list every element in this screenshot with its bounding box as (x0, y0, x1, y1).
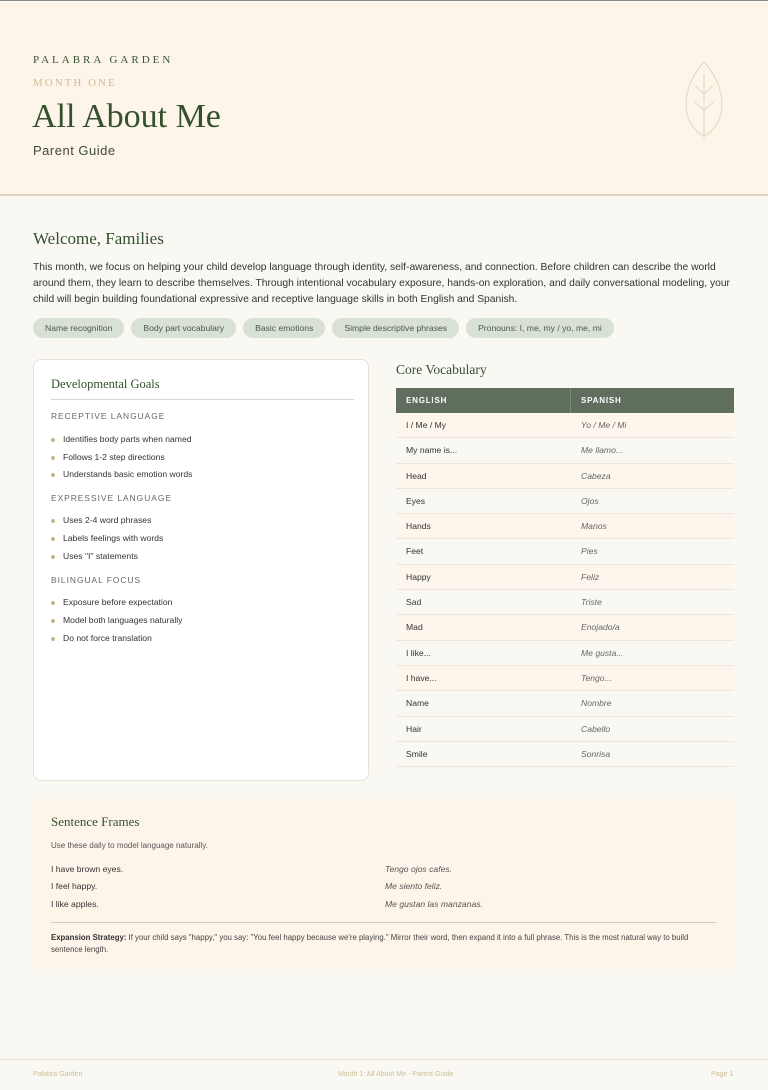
vocabulary-table (396, 388, 734, 767)
frame-spanish: Me gustan las manzanas. (385, 899, 483, 909)
spanish-word: Enojado/a (581, 622, 620, 633)
goals-heading: Developmental Goals (51, 377, 354, 400)
spanish-word: Pies (581, 546, 598, 557)
spanish-word: Cabello (581, 723, 611, 734)
frames-heading: Sentence Frames (51, 814, 140, 829)
goals-section-title: BILINGUAL FOCUS (51, 575, 142, 585)
table-row (396, 413, 734, 438)
developmental-goals-card (33, 359, 369, 781)
leaf-icon (682, 60, 726, 142)
english-word: Eyes (406, 495, 426, 506)
goals-section-title: EXPRESSIVE LANGUAGE (51, 493, 172, 503)
english-word: I / Me / My (406, 420, 447, 430)
english-word: Head (406, 470, 427, 481)
table-row (396, 742, 734, 767)
page-subtitle: Parent Guide (33, 143, 116, 158)
table-row (396, 691, 734, 716)
topic-tags (33, 318, 614, 338)
topic-tag: Pronouns: I, me, my / yo, me, mi (466, 318, 614, 338)
english-word: Name (406, 698, 429, 709)
english-word: Hands (406, 521, 431, 532)
column-header-spanish: SPANISH (581, 396, 622, 405)
english-word: My name is... (406, 445, 458, 456)
strategy-text: If your child says "happy," you say: "You feel happy because we're playing." Mirror their word, then expand it into a full phrase. This is the most natural way to build sentence length. (51, 933, 689, 954)
frame-english: I have brown eyes. (51, 864, 124, 874)
topic-tag: Body part vocabulary (131, 318, 236, 338)
goals-section-title: RECEPTIVE LANGUAGE (51, 411, 166, 421)
table-row (396, 514, 734, 539)
goal-item: Understands basic emotion words (51, 469, 192, 479)
frame-english: I feel happy. (51, 881, 98, 891)
frame-spanish: Me siento feliz. (385, 881, 443, 891)
english-word: I have... (406, 672, 437, 683)
goal-item: Uses "I" statements (51, 551, 138, 561)
table-row (396, 641, 734, 666)
page-number: Page 1 (711, 1071, 734, 1078)
divider (51, 922, 716, 923)
goal-item: Identifies body parts when named (51, 434, 192, 444)
frames-note: Use these daily to model language naturally. (51, 841, 208, 850)
page-title: All About Me (32, 98, 221, 135)
table-row (396, 565, 734, 590)
strategy-label: Expansion Strategy: (51, 933, 127, 942)
brand-name: PALABRA GARDEN (33, 54, 174, 66)
english-word: I like... (406, 647, 431, 658)
spanish-word: Sonrisa (581, 748, 611, 759)
english-word: Hair (406, 723, 422, 734)
goal-item: Follows 1-2 step directions (51, 452, 165, 462)
table-row (396, 590, 734, 615)
spanish-word: Yo / Me / Mi (581, 420, 627, 430)
spanish-word: Me llamo... (581, 445, 624, 456)
welcome-paragraph: This month, we focus on helping your child develop language through identity, self-awareness, and connection. Before children can describe the world around them, they learn to describe themselves. Through intentional vocabulary exposure, hands-on exploration, and daily conversational modeling, your child will begin building foundational expressive and receptive language skills in both English and Spanish. (33, 262, 730, 305)
english-word: Feet (406, 546, 424, 557)
table-row (396, 615, 734, 640)
spanish-word: Nombre (581, 698, 612, 709)
month-label: MONTH ONE (33, 77, 117, 89)
spanish-word: Me gusta... (581, 647, 624, 658)
table-row (396, 464, 734, 489)
page-footer (0, 1059, 768, 1090)
footer-brand: Palabra Garden (33, 1071, 83, 1078)
spanish-word: Manos (581, 521, 607, 532)
spanish-word: Feliz (581, 571, 600, 582)
spanish-word: Tengo... (581, 672, 612, 683)
english-word: Smile (406, 748, 428, 759)
frame-english: I like apples. (51, 899, 99, 909)
column-header-english: ENGLISH (396, 388, 571, 413)
english-word: Sad (406, 597, 422, 608)
goal-item: Model both languages naturally (51, 615, 182, 625)
table-row (396, 489, 734, 514)
table-row (396, 539, 734, 564)
sentence-frames-panel (33, 799, 734, 969)
goal-item: Do not force translation (51, 633, 152, 643)
topic-tag: Basic emotions (243, 318, 325, 338)
english-word: Happy (406, 571, 431, 582)
vocabulary-heading: Core Vocabulary (396, 362, 487, 377)
table-row (396, 717, 734, 742)
english-word: Mad (406, 622, 423, 633)
table-header (396, 388, 734, 413)
spanish-word: Ojos (581, 495, 599, 506)
table-row (396, 438, 734, 463)
topic-tag: Name recognition (33, 318, 124, 338)
spanish-word: Cabeza (581, 470, 611, 481)
footer-title: Month 1: All About Me - Parent Guide (338, 1071, 454, 1078)
frame-spanish: Tengo ojos cafes. (385, 864, 453, 874)
welcome-heading: Welcome, Families (33, 229, 164, 248)
topic-tag: Simple descriptive phrases (332, 318, 459, 338)
expansion-strategy (51, 932, 716, 955)
table-row (396, 666, 734, 691)
goal-item: Labels feelings with words (51, 533, 163, 543)
goal-item: Uses 2-4 word phrases (51, 515, 151, 525)
goal-item: Exposure before expectation (51, 597, 172, 607)
page-header (0, 2, 768, 196)
spanish-word: Triste (581, 597, 602, 608)
